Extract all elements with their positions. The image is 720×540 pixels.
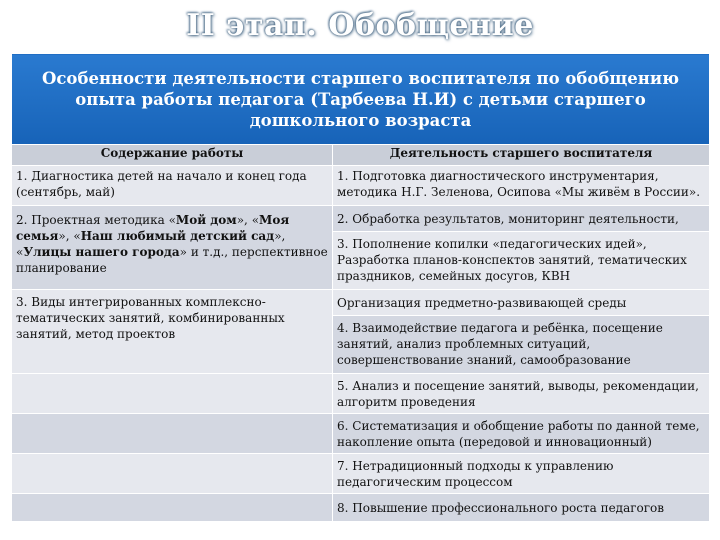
column-header-activity: Деятельность старшего воспитателя <box>333 145 710 166</box>
activity-cell-5: 4. Взаимодействие педагога и ребёнка, посещение занятий, анализ проблемных ситуаций, совершенствование знаний, самообразование <box>333 316 710 374</box>
activity-cell-4: Организация предметно-развивающей среды <box>333 290 710 316</box>
column-header-content: Содержание работы <box>12 145 333 166</box>
content-cell-empty-1 <box>12 374 333 414</box>
activity-cell-2: 2. Обработка результатов, мониторинг деятельности, <box>333 206 710 232</box>
activity-cell-7: 6. Систематизация и обобщение работы по данной теме, накопление опыта (передовой и инновационный) <box>333 414 710 454</box>
activity-cell-6: 5. Анализ и посещение занятий, выводы, рекомендации, алгоритм проведения <box>333 374 710 414</box>
slide-title: II этап. Обобщение <box>186 8 534 43</box>
content-cell-empty-4 <box>12 494 333 522</box>
table-caption: Особенности деятельности старшего воспитателя по обобщению опыта работы педагога (Тарбеева Н.И) с детьми старшего дошкольного возраста <box>12 54 710 145</box>
content-cell-2: 2. Проектная методика «Мой дом», «Моя семья», «Наш любимый детский сад», «Улицы нашего города» и т.д., перспективное планирование <box>12 206 333 290</box>
content-cell-1: 1. Диагностика детей на начало и конец года (сентябрь, май) <box>12 166 333 206</box>
content-cell-empty-3 <box>12 454 333 494</box>
content-cell-empty-2 <box>12 414 333 454</box>
activity-cell-9: 8. Повышение профессионального роста педагогов <box>333 494 710 522</box>
activity-cell-3: 3. Пополнение копилки «педагогических идей», Разработка планов-конспектов занятий, тематических праздников, семейных досугов, КВН <box>333 232 710 290</box>
activity-cell-1: 1. Подготовка диагностического инструментария, методика Н.Г. Зеленова, Осипова «Мы живём в России». <box>333 166 710 206</box>
activity-cell-8: 7. Нетрадиционный подходы к управлению педагогическим процессом <box>333 454 710 494</box>
content-cell-3: 3. Виды интегрированных комплексно-тематических занятий, комбинированных занятий, метод проектов <box>12 290 333 374</box>
work-table <box>11 53 710 522</box>
